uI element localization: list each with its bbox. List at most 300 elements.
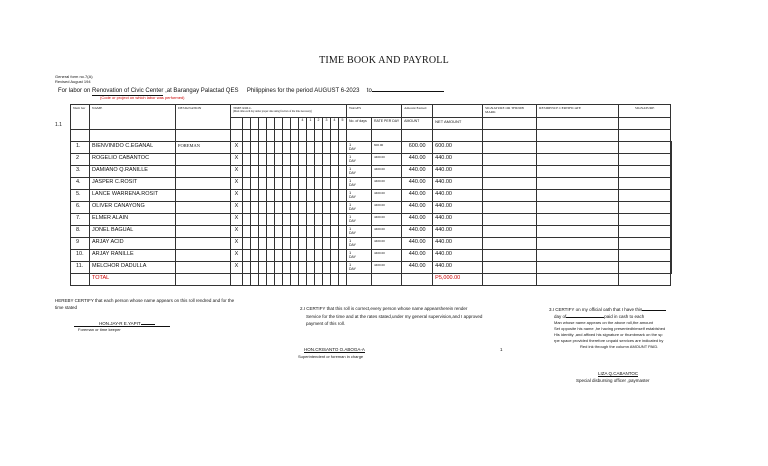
cert2-line3: payment of this roll.: [306, 321, 346, 326]
empty-cell: [315, 250, 323, 262]
empty-cell: [315, 274, 323, 286]
empty-cell: [339, 274, 347, 286]
empty-cell: [347, 274, 372, 286]
amount: 440.00: [408, 239, 426, 245]
amount: 600.00: [408, 143, 426, 149]
rate-per-day: 4400.00: [374, 251, 385, 255]
empty-cell: [267, 166, 275, 178]
empty-cell: [307, 202, 315, 214]
attendance-mark: X: [234, 191, 239, 197]
empty-cell: [619, 142, 671, 154]
empty-cell: [671, 262, 672, 274]
worker-name: ROGELIO CABANTOC: [92, 155, 150, 161]
net-amount: 440.00: [435, 203, 452, 209]
row-number: 9: [76, 239, 80, 245]
empty-cell: [283, 274, 291, 286]
empty-cell: [243, 238, 251, 250]
empty-cell: [483, 142, 537, 154]
cert3-line3: Man whose name appears on the above roll,the amount: [554, 320, 653, 325]
days-worked: 1: [349, 226, 352, 231]
empty-cell: [323, 202, 331, 214]
table-row: [71, 238, 672, 250]
empty-cell: [291, 250, 299, 262]
cert1-line2: time stated: [55, 305, 78, 310]
empty-cell: [483, 226, 537, 238]
cert3-line1-text: 3.I CERTIFY on my official oath that I have this: [549, 307, 643, 312]
empty-cell: [283, 142, 291, 154]
worker-name: DAMIANO Q.RANILLE: [92, 167, 148, 173]
table-row: [71, 166, 672, 178]
empty-cell: [259, 226, 267, 238]
days-worked: 1: [349, 238, 352, 243]
empty-cell: [339, 250, 347, 262]
empty-cell: [275, 262, 283, 274]
empty-cell: [331, 190, 339, 202]
empty-cell: [307, 190, 315, 202]
rate-per-day: 4400.00: [374, 215, 385, 219]
row-number: 1.: [76, 143, 81, 149]
empty-cell: [291, 274, 299, 286]
empty-cell: [243, 274, 251, 286]
row-number: 5.: [76, 191, 81, 197]
empty-cell: [671, 166, 672, 178]
empty-cell: [307, 142, 315, 154]
cert3-line5: His identity ,and affixed his signature or thumbmark on the sp: [554, 332, 663, 337]
header-amount-earned: Amount Earned: [404, 106, 427, 110]
empty-cell: [537, 142, 619, 154]
cert1-role: Foreman or time keeper: [78, 327, 121, 332]
empty-cell: [283, 262, 291, 274]
empty-cell: [331, 166, 339, 178]
empty-cell: [671, 178, 672, 190]
empty-cell: [299, 190, 307, 202]
empty-cell: [275, 274, 283, 286]
empty-cell: [176, 274, 231, 286]
empty-cell: [537, 262, 619, 274]
empty-cell: [331, 274, 339, 286]
empty-cell: [299, 166, 307, 178]
days-unit: DAY: [349, 219, 356, 223]
empty-cell: [259, 178, 267, 190]
empty-cell: [315, 238, 323, 250]
period-text: Philippines for the period AUGUST 6-2023: [246, 88, 360, 94]
empty-cell: [339, 238, 347, 250]
header-rate: RATE PER DAY: [374, 119, 400, 123]
empty-cell: [339, 262, 347, 274]
empty-cell: [307, 178, 315, 190]
row-number: 2: [76, 155, 80, 161]
empty-cell: [291, 154, 299, 166]
empty-cell: [299, 178, 307, 190]
empty-cell: [323, 142, 331, 154]
empty-cell: [291, 238, 299, 250]
days-unit: DAY: [349, 267, 356, 271]
empty-cell: [315, 154, 323, 166]
empty-cell: [323, 190, 331, 202]
amount: 440.00: [408, 179, 426, 185]
empty-cell: [243, 178, 251, 190]
empty-cell: [259, 154, 267, 166]
empty-cell: [339, 178, 347, 190]
empty-cell: [275, 190, 283, 202]
cert3-signer: LIZA Q.CABANTOC: [598, 371, 639, 376]
empty-cell: [283, 166, 291, 178]
empty-cell: [315, 142, 323, 154]
empty-cell: [619, 274, 671, 286]
form-number: General form no.7(A): [55, 74, 93, 79]
empty-cell: [323, 262, 331, 274]
empty-cell: [283, 178, 291, 190]
empty-cell: [283, 250, 291, 262]
table-row: [71, 178, 672, 190]
empty-cell: [291, 262, 299, 274]
days-worked: 1: [349, 202, 352, 207]
empty-cell: [251, 262, 259, 274]
empty-cell: [537, 154, 619, 166]
empty-cell: [251, 142, 259, 154]
row-number: 4.: [76, 179, 81, 185]
header-signature: SIGNATURE OR THUMB MARK: [485, 106, 524, 114]
attendance-mark: X: [234, 203, 239, 209]
empty-cell: [331, 226, 339, 238]
empty-cell: [537, 226, 619, 238]
rate-per-day: 4400.00: [374, 227, 385, 231]
designation: [176, 190, 230, 191]
days-worked: 1: [349, 250, 352, 255]
net-amount: 440.00: [435, 191, 452, 197]
day-number: 2: [317, 118, 320, 122]
empty-cell: [619, 238, 671, 250]
amount: 440.00: [408, 155, 426, 161]
cert1-line1: HEREBY CERTIFY that each person whose name appears on this roll rendred and for the: [55, 298, 235, 303]
header-days: No. of days: [349, 119, 367, 123]
empty-cell: [275, 238, 283, 250]
worker-name: ELMER ALAIN: [92, 215, 129, 221]
page-title: TIME BOOK AND PAYROLL: [319, 55, 449, 66]
designation: [176, 154, 230, 155]
cert1-sign-line: [141, 320, 155, 325]
empty-cell: [299, 250, 307, 262]
net-amount: 440.00: [435, 239, 452, 245]
empty-cell: [259, 250, 267, 262]
empty-cell: [372, 274, 402, 286]
empty-cell: [251, 238, 259, 250]
empty-cell: [291, 142, 299, 154]
location-text: ,at Barangay Palactad QES: [165, 88, 239, 94]
worker-name: ARJAY ACID: [92, 239, 124, 245]
empty-cell: [671, 202, 672, 214]
spacer-row: [71, 130, 672, 142]
worker-name: MELCHOR DADULLA: [92, 263, 147, 269]
designation: FOREMAN: [178, 143, 201, 148]
cert2-signer: HON.CRISANTO O.ABOGA-A: [304, 347, 365, 352]
empty-cell: [275, 166, 283, 178]
cert3-blank-1: [642, 306, 666, 311]
empty-cell: [299, 262, 307, 274]
empty-cell: [259, 190, 267, 202]
header-designation: DESIGNATION: [178, 106, 202, 110]
rate-per-day: 4400.00: [374, 239, 385, 243]
cert3-role: Special disbursing officer ,paymaster: [576, 378, 650, 383]
empty-cell: [339, 154, 347, 166]
empty-cell: [483, 178, 537, 190]
attendance-mark: X: [234, 263, 239, 269]
empty-cell: [483, 262, 537, 274]
empty-cell: [323, 178, 331, 190]
amount: 440.00: [408, 251, 426, 257]
header-timeroll-note: (Mark time each day under proper date using fraction of the time necessary): [233, 110, 312, 113]
empty-cell: [619, 262, 671, 274]
empty-cell: [291, 202, 299, 214]
amount: 440.00: [408, 215, 426, 221]
worker-name: JASPER C.ROSIT: [92, 179, 138, 185]
empty-cell: [619, 166, 671, 178]
empty-cell: [275, 142, 283, 154]
empty-cell: [619, 190, 671, 202]
worker-name: OLIVER CANAYONG: [92, 203, 145, 209]
empty-cell: [275, 154, 283, 166]
empty-cell: [331, 238, 339, 250]
empty-cell: [259, 202, 267, 214]
empty-cell: [243, 142, 251, 154]
attendance-mark: X: [234, 179, 239, 185]
empty-cell: [619, 154, 671, 166]
days-worked: 1: [349, 262, 352, 267]
empty-cell: [267, 274, 275, 286]
designation: [176, 166, 230, 167]
margin-mark: 1.1: [55, 122, 62, 128]
designation: [176, 226, 230, 227]
attendance-mark: X: [234, 143, 239, 149]
empty-cell: [251, 178, 259, 190]
row-number: 11.: [76, 263, 84, 269]
empty-cell: [267, 226, 275, 238]
worker-name: LANCE WARRENA.ROSIT: [92, 191, 159, 197]
empty-cell: [259, 142, 267, 154]
empty-cell: [259, 166, 267, 178]
empty-cell: [243, 262, 251, 274]
amount: 440.00: [408, 167, 426, 173]
empty-cell: [402, 274, 433, 286]
rate-per-day: 4400.00: [374, 203, 385, 207]
days-unit: DAY: [349, 159, 356, 163]
header-signature-2: SIGNATURE: [634, 106, 655, 110]
empty-cell: [323, 274, 331, 286]
empty-cell: [267, 154, 275, 166]
empty-cell: [259, 238, 267, 250]
empty-cell: [331, 202, 339, 214]
empty-cell: [259, 274, 267, 286]
empty-cell: [267, 190, 275, 202]
empty-cell: [619, 214, 671, 226]
empty-cell: [537, 166, 619, 178]
cert3-line7: Red ink through the column AMOUNT PAID.: [580, 344, 659, 349]
table-row: [71, 190, 672, 202]
days-worked: 1: [349, 154, 352, 159]
row-number: 7.: [76, 215, 81, 221]
empty-cell: [251, 190, 259, 202]
empty-cell: [483, 154, 537, 166]
empty-cell: [331, 178, 339, 190]
net-amount: 440.00: [435, 155, 452, 161]
empty-cell: [291, 190, 299, 202]
empty-cell: [299, 274, 307, 286]
day-number: 5: [341, 118, 344, 122]
header-net-amount: NET AMOUNT: [435, 119, 462, 124]
empty-cell: [283, 154, 291, 166]
cert2-line2: Service for the time and at the rates stated,under my general supervision,and I approved: [306, 314, 483, 319]
cert1-signer-name: HON.JAY-R E.YAPIT: [99, 321, 141, 326]
header-residence: RESIDENCE CERTIFICATE: [539, 106, 582, 110]
empty-cell: [307, 154, 315, 166]
header-wages: WAGES: [349, 106, 362, 110]
days-worked: 1: [349, 142, 352, 147]
period-to-blank: [372, 85, 444, 92]
empty-cell: [283, 214, 291, 226]
header-total-amount: AMOUNT: [404, 119, 420, 123]
net-amount: 600.00: [435, 143, 452, 149]
day-number: 4: [301, 118, 304, 122]
empty-cell: [537, 190, 619, 202]
empty-cell: [339, 166, 347, 178]
table-row: [71, 142, 672, 154]
empty-cell: [671, 190, 672, 202]
rate-per-day: 4400.00: [374, 179, 385, 183]
empty-cell: [671, 154, 672, 166]
empty-cell: [267, 178, 275, 190]
empty-cell: [323, 226, 331, 238]
designation: [176, 178, 230, 179]
attendance-mark: X: [234, 239, 239, 245]
empty-cell: [283, 226, 291, 238]
worker-name: JONEL BAGUAL: [92, 227, 134, 233]
period-to: to: [366, 88, 372, 94]
empty-cell: [483, 214, 537, 226]
total-label: TOTAL: [92, 275, 110, 281]
empty-cell: [275, 214, 283, 226]
days-unit: DAY: [349, 147, 356, 151]
empty-cell: [671, 214, 672, 226]
rate-per-day: 4400.00: [374, 167, 385, 171]
empty-cell: [251, 226, 259, 238]
empty-cell: [299, 214, 307, 226]
project-note: (Code or project on which labor was performed): [100, 95, 185, 100]
cert3-line1: [549, 306, 666, 312]
empty-cell: [267, 202, 275, 214]
empty-cell: [483, 166, 537, 178]
labor-prefix: For labor on: [58, 88, 91, 94]
amount: 440.00: [408, 263, 426, 269]
designation: [176, 214, 230, 215]
days-unit: DAY: [349, 231, 356, 235]
payroll-table: [70, 104, 672, 286]
total-row: [71, 274, 672, 286]
empty-cell: [315, 178, 323, 190]
empty-cell: [291, 166, 299, 178]
total-amount: P5,000.00: [435, 275, 461, 281]
table-row: [71, 250, 672, 262]
empty-cell: [537, 178, 619, 190]
row-number: 6.: [76, 203, 81, 209]
empty-cell: [307, 250, 315, 262]
project-name: Renovation of Civic Center: [92, 88, 164, 94]
empty-cell: [483, 190, 537, 202]
empty-cell: [231, 274, 243, 286]
empty-cell: [251, 274, 259, 286]
empty-cell: [267, 250, 275, 262]
empty-cell: [251, 154, 259, 166]
revised-date: Revised August 194: [55, 79, 91, 84]
empty-cell: [537, 202, 619, 214]
empty-cell: [331, 250, 339, 262]
empty-cell: [619, 250, 671, 262]
empty-cell: [315, 226, 323, 238]
empty-cell: [291, 214, 299, 226]
empty-cell: [537, 250, 619, 262]
empty-cell: [619, 178, 671, 190]
day-number: 1: [309, 118, 312, 122]
days-unit: DAY: [349, 207, 356, 211]
empty-cell: [331, 262, 339, 274]
net-amount: 440.00: [435, 227, 452, 233]
empty-cell: [299, 226, 307, 238]
header-name: NAME: [92, 106, 103, 110]
empty-cell: [291, 178, 299, 190]
table-row: [71, 214, 672, 226]
empty-cell: [259, 214, 267, 226]
days-worked: 1: [349, 214, 352, 219]
empty-cell: [275, 178, 283, 190]
empty-cell: [483, 250, 537, 262]
empty-cell: [323, 238, 331, 250]
empty-cell: [267, 142, 275, 154]
header-num: Num ber: [73, 106, 86, 110]
empty-cell: [331, 214, 339, 226]
header-timeroll: TIME ROLL: [233, 106, 252, 110]
days-unit: DAY: [349, 183, 356, 187]
table-row: [71, 226, 672, 238]
empty-cell: [243, 202, 251, 214]
empty-cell: [339, 202, 347, 214]
empty-cell: [267, 238, 275, 250]
empty-cell: [339, 142, 347, 154]
row-number: 10.: [76, 251, 84, 257]
cert2-line1: 2.I CERTIFY that this roll is correct,every person whose name appearsherein render: [300, 306, 468, 311]
empty-cell: [339, 214, 347, 226]
empty-cell: [275, 226, 283, 238]
row-number: 3.: [76, 167, 81, 173]
empty-cell: [315, 166, 323, 178]
empty-cell: [315, 190, 323, 202]
empty-cell: [283, 202, 291, 214]
empty-cell: [251, 166, 259, 178]
empty-cell: [307, 226, 315, 238]
empty-cell: [323, 166, 331, 178]
days-worked: 1: [349, 166, 352, 171]
days-unit: DAY: [349, 243, 356, 247]
empty-cell: [251, 202, 259, 214]
days-unit: DAY: [349, 195, 356, 199]
designation: [176, 238, 230, 239]
empty-cell: [537, 238, 619, 250]
days-worked: 1: [349, 178, 352, 183]
empty-cell: [275, 250, 283, 262]
designation: [176, 262, 230, 263]
empty-cell: [483, 238, 537, 250]
empty-cell: [251, 214, 259, 226]
cert3-line2: [554, 313, 644, 319]
empty-cell: [243, 190, 251, 202]
